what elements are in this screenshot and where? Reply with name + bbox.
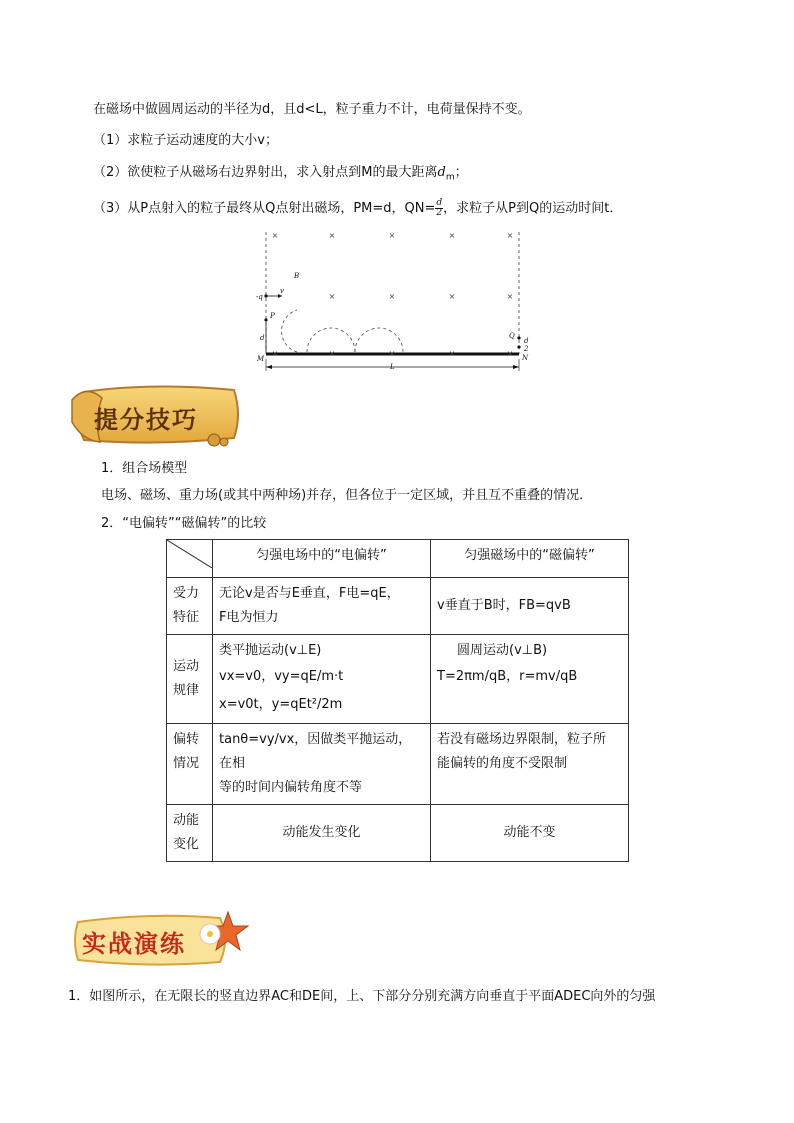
table-row: [167, 724, 629, 805]
label-p: P: [270, 312, 275, 320]
comparison-table: [166, 539, 629, 862]
practice-banner: [70, 904, 250, 972]
cross-mark: ×: [271, 349, 279, 358]
question-2-end: ；: [454, 165, 468, 180]
question-2-sub: m: [445, 172, 455, 183]
question-3: [93, 199, 622, 218]
table-row: [167, 540, 629, 578]
cell-magnetic-energy: 动能不变: [431, 805, 629, 862]
cell-electric-energy: 动能发生变化: [213, 805, 431, 862]
question-1: （1）求粒子运动速度的大小v；: [93, 133, 278, 148]
tips-item-2-title: 2．“电偏转”“磁偏转”的比较: [101, 516, 267, 531]
row-label: 受力 特征: [167, 578, 213, 635]
tips-banner: [64, 380, 244, 450]
label-m: M: [257, 355, 265, 363]
question-3-tail: ，求粒子从P到Q的运动时间t．: [443, 201, 623, 216]
cross-mark: ×: [388, 349, 396, 358]
label-b: B: [294, 272, 300, 280]
question-2-text: （2）欲使粒子从磁场右边界射出，求入射点到M的最大距离: [93, 165, 438, 180]
cell-electric-force: 无论v是否与E垂直，F电=qE， F电为恒力: [213, 578, 431, 635]
table-row: [167, 805, 629, 862]
header-magnetic: 匀强磁场中的“磁偏转”: [431, 540, 629, 578]
row-label: 运动 规律: [167, 635, 213, 724]
cross-mark: ×: [506, 292, 514, 301]
cell-magnetic-force: v垂直于B时，FB=qvB: [431, 578, 629, 635]
cross-mark: ×: [448, 231, 456, 240]
cross-mark: ×: [271, 231, 279, 240]
cross-mark: ×: [506, 349, 514, 358]
practice-banner-title: 实战演练: [82, 929, 186, 958]
cell-magnetic-deflection: 若没有磁场边界限制，粒子所 能偏转的角度不受限制: [431, 724, 629, 805]
question-2-var: d: [437, 165, 446, 180]
tips-item-1-body: 电场、磁场、重力场(或其中两种场)并存，但各位于一定区域，并且互不重叠的情况．: [101, 488, 593, 503]
cross-mark: ×: [388, 231, 396, 240]
cross-mark: ×: [448, 292, 456, 301]
cross-mark: ×: [388, 292, 396, 301]
table-row: [167, 578, 629, 635]
cell-electric-deflection: tanθ=vy/vx，因做类平抛运动，在相 等的时间内偏转角度不等: [213, 724, 431, 805]
row-label: 动能 变化: [167, 805, 213, 862]
question-2: [93, 164, 468, 187]
row-label: 偏转 情况: [167, 724, 213, 805]
tips-banner-title: 提分技巧: [94, 405, 198, 434]
label-d2-num: d: [524, 337, 529, 345]
cell-electric-motion: 类平抛运动(v⊥E) vx=v0，vy=qE/m·t x=v0t，y=qEt²/2m: [213, 635, 431, 724]
corner-cell: [167, 540, 213, 578]
table-row: [167, 635, 629, 724]
problem-intro: 在磁场中做圆周运动的半径为d，且d<L，粒子重力不计，电荷量保持不变。: [93, 102, 531, 117]
cross-mark: ×: [328, 292, 336, 301]
magnetic-field-figure: [252, 226, 542, 376]
question-3-fraction: $\frac{d}{2}$: [436, 198, 443, 218]
label-n: N: [522, 354, 529, 362]
cell-magnetic-motion: 圆周运动(v⊥B) T=2πm/qB，r=mv/qB: [431, 635, 629, 724]
label-d: d: [260, 334, 265, 342]
practice-question-1: 1．如图所示，在无限长的竖直边界AC和DE间，上、下部分分别充满方向垂直于平面ADEC向外的匀强: [68, 989, 656, 1004]
diagonal-line: [167, 540, 212, 568]
question-3-text: （3）从P点射入的粒子最终从Q点射出磁场，PM=d，QN=: [93, 201, 436, 216]
cross-mark: ×: [448, 349, 456, 358]
label-v: v: [280, 287, 284, 295]
label-d2-den: 2: [524, 345, 529, 353]
tips-item-1-title: 1．组合场模型: [101, 461, 188, 476]
label-q-exit: Q: [509, 332, 515, 340]
cross-mark: ×: [328, 231, 336, 240]
header-electric: 匀强电场中的“电偏转”: [213, 540, 431, 578]
cross-mark: ×: [506, 231, 514, 240]
label-q: -q: [256, 293, 263, 301]
cross-mark: ×: [328, 349, 336, 358]
label-l: L: [390, 363, 395, 371]
